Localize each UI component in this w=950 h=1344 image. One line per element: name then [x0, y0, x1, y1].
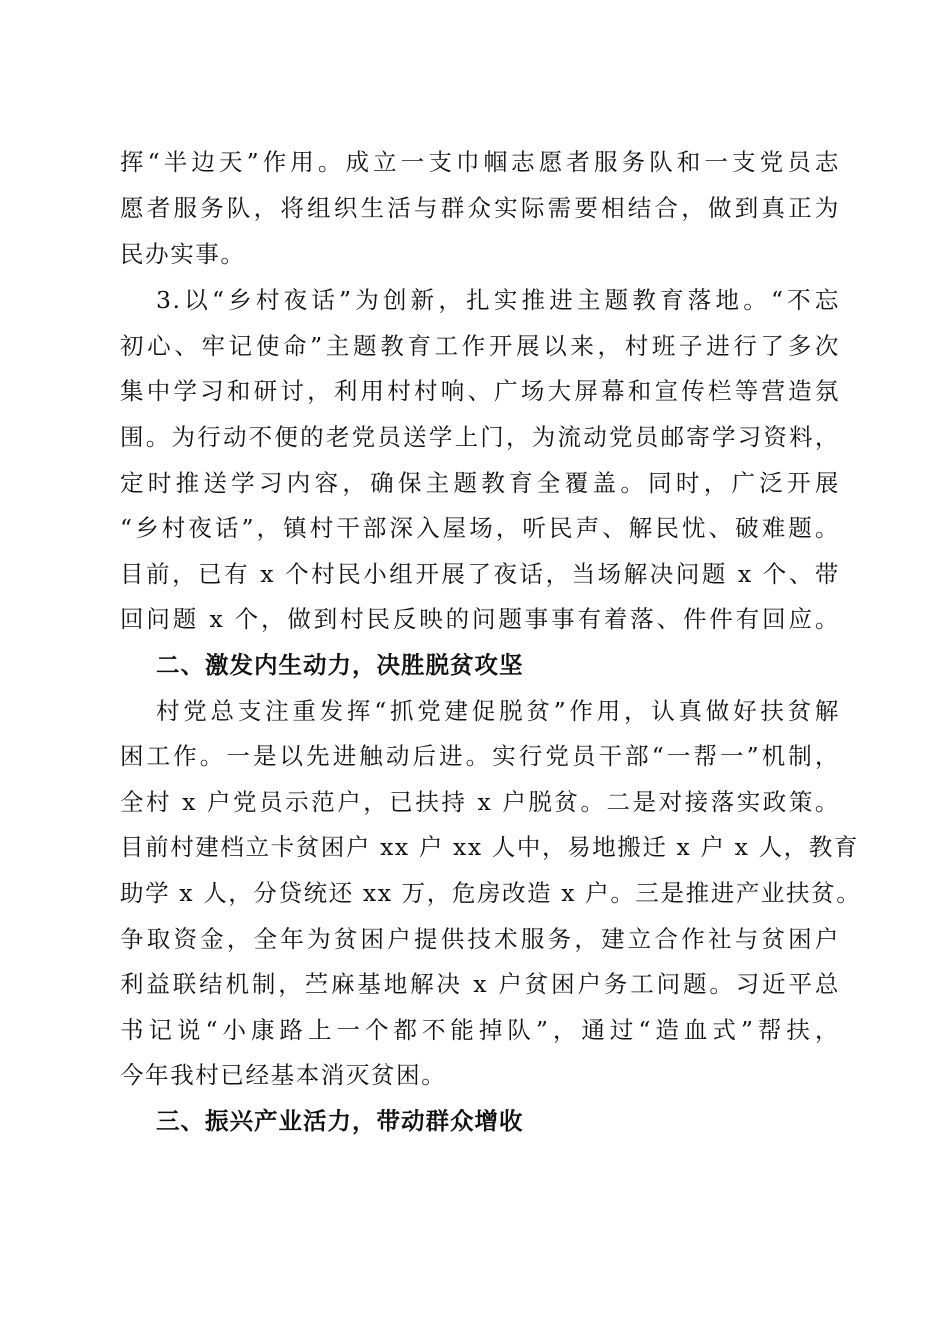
text-line-2: 愿者服务队，将组织生活与群众实际需要相结合，做到真正为	[120, 194, 840, 222]
text-line-12: 村党总支注重发挥“抓党建促脱贫”作用，认真做好扶贫解	[156, 697, 840, 725]
text-line-8: 定时推送学习内容，确保主题教育全覆盖。同时，广泛开展	[120, 469, 840, 497]
section-heading-3: 三、振兴产业活力，带动群众增收	[156, 1107, 524, 1135]
text-line-1: 挥“半边天”作用。成立一支巾帼志愿者服务队和一支党员志	[120, 148, 840, 176]
text-line-9: “乡村夜话”，镇村干部深入屋场，听民声、解民忧、破难题。	[120, 514, 840, 542]
text-line-18: 利益联结机制，苎麻基地解决 x 户贫困户务工问题。习近平总	[120, 970, 840, 998]
text-line-4: 3.以“乡村夜话”为创新，扎实推进主题教育落地。“不忘	[156, 286, 840, 314]
text-line-19: 书记说“小康路上一个都不能掉队”，通过“造血式”帮扶，	[120, 1016, 840, 1044]
text-line-5: 初心、牢记使命”主题教育工作开展以来，村班子进行了多次	[120, 332, 840, 360]
text-line-6: 集中学习和研讨，利用村村响、广场大屏幕和宣传栏等营造氛	[120, 377, 840, 405]
text-line-15: 目前村建档立卡贫困户 xx 户 xx 人中，易地搬迁 x 户 x 人，教育	[120, 833, 859, 861]
text-line-7: 围。为行动不便的老党员送学上门，为流动党员邮寄学习资料，	[120, 423, 840, 451]
text-line-13: 困工作。一是以先进触动后进。实行党员干部“一帮一”机制，	[120, 742, 840, 770]
text-line-16: 助学 x 人，分贷统还 xx 万，危房改造 x 户。三是推进产业扶贫。	[120, 879, 862, 907]
text-line-11: 回问题 x 个，做到村民反映的问题事事有着落、件件有回应。	[120, 605, 840, 633]
section-heading-2: 二、激发内生动力，决胜脱贫攻坚	[156, 651, 524, 679]
text-line-10: 目前，已有 x 个村民小组开展了夜话，当场解决问题 x 个、带	[120, 560, 840, 588]
text-line-14: 全村 x 户党员示范户，已扶持 x 户脱贫。二是对接落实政策。	[120, 788, 840, 816]
text-line-3: 民办实事。	[120, 240, 246, 268]
text-line-20: 今年我村已经基本消灭贫困。	[120, 1061, 447, 1089]
text-line-17: 争取资金，全年为贫困户提供技术服务，建立合作社与贫困户	[120, 925, 840, 953]
